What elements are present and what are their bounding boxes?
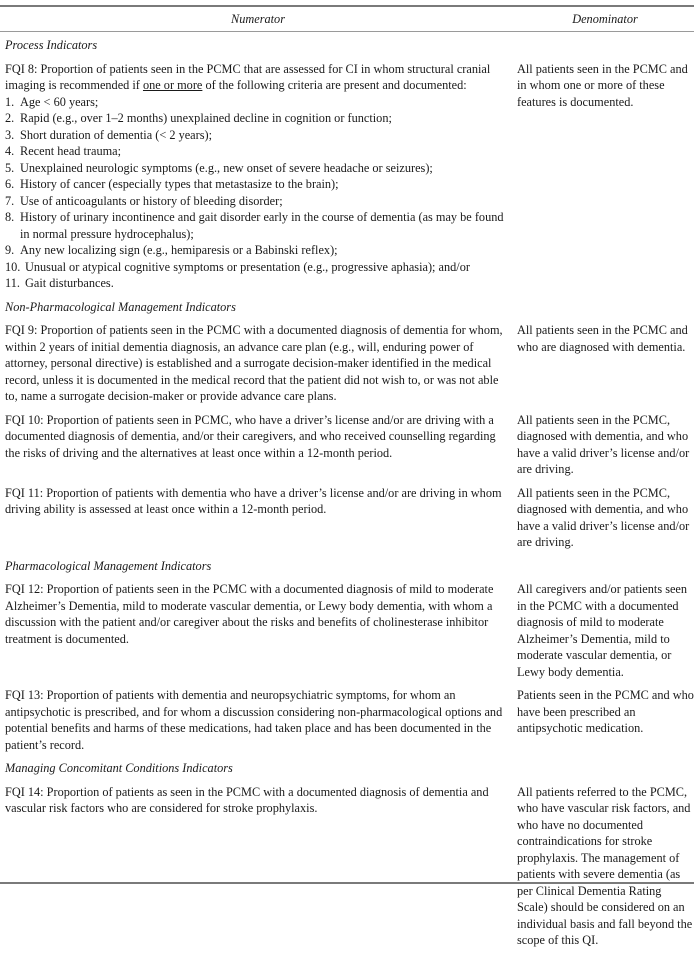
criteria-number: 8. [5, 210, 15, 224]
criteria-number: 1. [5, 94, 15, 109]
numerator-cell: FQI 14: Proportion of patients as seen in the PCMC with a documented diagnosis of dementia and vascular risk factors who are considered for stroke prophylaxis. [5, 784, 489, 815]
table-row-fqi-12 [5, 581, 695, 680]
denominator-cell: All patients seen in the PCMC, diagnosed with dementia, and who have a valid driver’s license and/or are driving. [517, 485, 690, 549]
criteria-item [5, 259, 512, 276]
table-row-fqi-13 [5, 687, 695, 753]
criteria-text: History of urinary incontinence and gait disorder early in the course of dementia (as may be found in normal pressure hydrocephalus); [20, 210, 504, 241]
criteria-item [5, 275, 512, 292]
criteria-text: Short duration of dementia (< 2 years); [20, 127, 213, 142]
table-top-rule [0, 5, 694, 7]
criteria-number: 5. [5, 160, 15, 175]
criteria-text: Unexplained neurologic symptoms (e.g., new onset of severe headache or seizures); [20, 160, 433, 175]
criteria-item [5, 209, 512, 242]
criteria-text: Age < 60 years; [20, 94, 99, 109]
table-row-fqi-10 [5, 412, 695, 478]
numerator-cell: FQI 11: Proportion of patients with dementia who have a driver’s license and/or are driving in whom driving ability is assessed at least once within a 12-month period. [5, 485, 502, 516]
section-title-pharmacological: Pharmacological Management Indicators [5, 558, 212, 573]
criteria-text: Recent head trauma; [20, 144, 122, 158]
criteria-text: History of cancer (especially types that metastasize to the brain); [20, 177, 339, 191]
criteria-item [5, 193, 512, 210]
criteria-item [5, 110, 512, 127]
criteria-number: 4. [5, 144, 15, 158]
table-bottom-rule [0, 882, 694, 884]
table-header [0, 11, 700, 29]
numerator-text-part: of the following criteria are present and documented: [202, 78, 467, 92]
denominator-cell: All caregivers and/or patients seen in the PCMC with a documented diagnosis of mild to moderate Alzheimer’s Dementia, mild to moderate vascular dementia, or Lewy body dementia. [517, 582, 688, 679]
underlined-emphasis: one or more [142, 78, 203, 92]
table-row-fqi-14 [5, 784, 695, 949]
table-row-fqi-8 [5, 61, 695, 292]
criteria-item [5, 242, 512, 259]
criteria-text: Any new localizing sign (e.g., hemiparesis or a Babinski reflex); [20, 243, 338, 257]
criteria-number: 3. [5, 127, 15, 142]
denominator-cell: All patients referred to the PCMC, who have vascular risk factors, and who have no documented contraindications for stroke prophylaxis. The management of patients with severe dementia (as per Clinical Dementia Rating Scale) should be considered on an individual basis and fall beyond the scope of this QI. [517, 784, 693, 947]
criteria-number: 10. [5, 259, 21, 274]
criteria-text: Use of anticoagulants or history of bleeding disorder; [20, 193, 283, 208]
denominator-cell: All patients seen in the PCMC and who are diagnosed with dementia. [517, 323, 688, 354]
section-title-process-indicators: Process Indicators [5, 38, 98, 52]
numerator-cell: FQI 13: Proportion of patients with dementia and neuropsychiatric symptoms, for whom an antipsychotic is prescribed, and for whom a discussion considering non-pharmacological options and potential benefits and harms of these medications, had taken place and has been documented in the patient’s record. [5, 688, 503, 752]
numerator-cell: FQI 10: Proportion of patients seen in PCMC, who have a driver’s license and/or are driving with a documented diagnosis of dementia, and/or their caregivers, and who received counselling regarding the risks of driving and the alternatives at least once within a 12-month period. [5, 412, 496, 460]
criteria-item [5, 160, 512, 177]
denominator-cell: Patients seen in the PCMC and who have been prescribed an antipsychotic medication. [517, 688, 694, 735]
denominator-cell: All patients seen in the PCMC, diagnosed with dementia, and who have a valid driver’s license and/or are driving. [517, 412, 690, 476]
table-row-fqi-11 [5, 485, 695, 551]
criteria-item [5, 176, 512, 193]
denominator-column-header: Denominator [572, 12, 638, 26]
table-body [5, 37, 695, 956]
numerator-text-part: FQI 8: Proportion of patients seen in the PCMC that are assessed for CI in whom structural cranial imaging is recommended if [5, 61, 491, 92]
criteria-text: Rapid (e.g., over 1–2 months) unexplained decline in cognition or function; [20, 111, 392, 125]
section-title-concomitant-conditions: Managing Concomitant Conditions Indicators [5, 761, 233, 775]
section-title-non-pharmacological: Non-Pharmacological Management Indicators [5, 299, 236, 314]
criteria-list [5, 94, 512, 292]
criteria-number: 6. [5, 177, 15, 191]
criteria-item [5, 94, 512, 111]
criteria-number: 2. [5, 111, 15, 125]
numerator-cell [5, 61, 512, 292]
denominator-cell: All patients seen in the PCMC and in whom one or more of these features is documented. [517, 61, 688, 109]
criteria-item [5, 127, 512, 144]
criteria-text: Gait disturbances. [25, 276, 114, 290]
numerator-text [5, 61, 512, 94]
criteria-number: 11. [5, 276, 20, 290]
table-header-rule [0, 31, 694, 32]
table-row-fqi-9 [5, 322, 695, 405]
criteria-item [5, 143, 512, 160]
criteria-number: 9. [5, 243, 15, 257]
numerator-cell: FQI 9: Proportion of patients seen in the PCMC with a documented diagnosis of dementia for whom, within 2 years of initial dementia diagnosis, an advance care plan (e.g., will, enduring power of attorney, personal directive) is established and a surrogate decision-maker identified in the medical record, unless it is documented in the medical record that the patient did not wish to, or was not able to, name a surrogate decision-maker or provide advance care plans. [5, 323, 503, 403]
criteria-number: 7. [5, 193, 15, 208]
numerator-cell: FQI 12: Proportion of patients seen in the PCMC with a documented diagnosis of mild to moderate Alzheimer’s Dementia, mild to moderate vascular dementia, or Lewy body dementia, with whom a discussion with the patient and/or caregiver about the risks and benefits of cholinesterase inhibitor treatment is documented. [5, 582, 494, 646]
criteria-text: Unusual or atypical cognitive symptoms or presentation (e.g., progressive aphasia); and/or [25, 259, 470, 274]
numerator-column-header: Numerator [231, 12, 285, 26]
